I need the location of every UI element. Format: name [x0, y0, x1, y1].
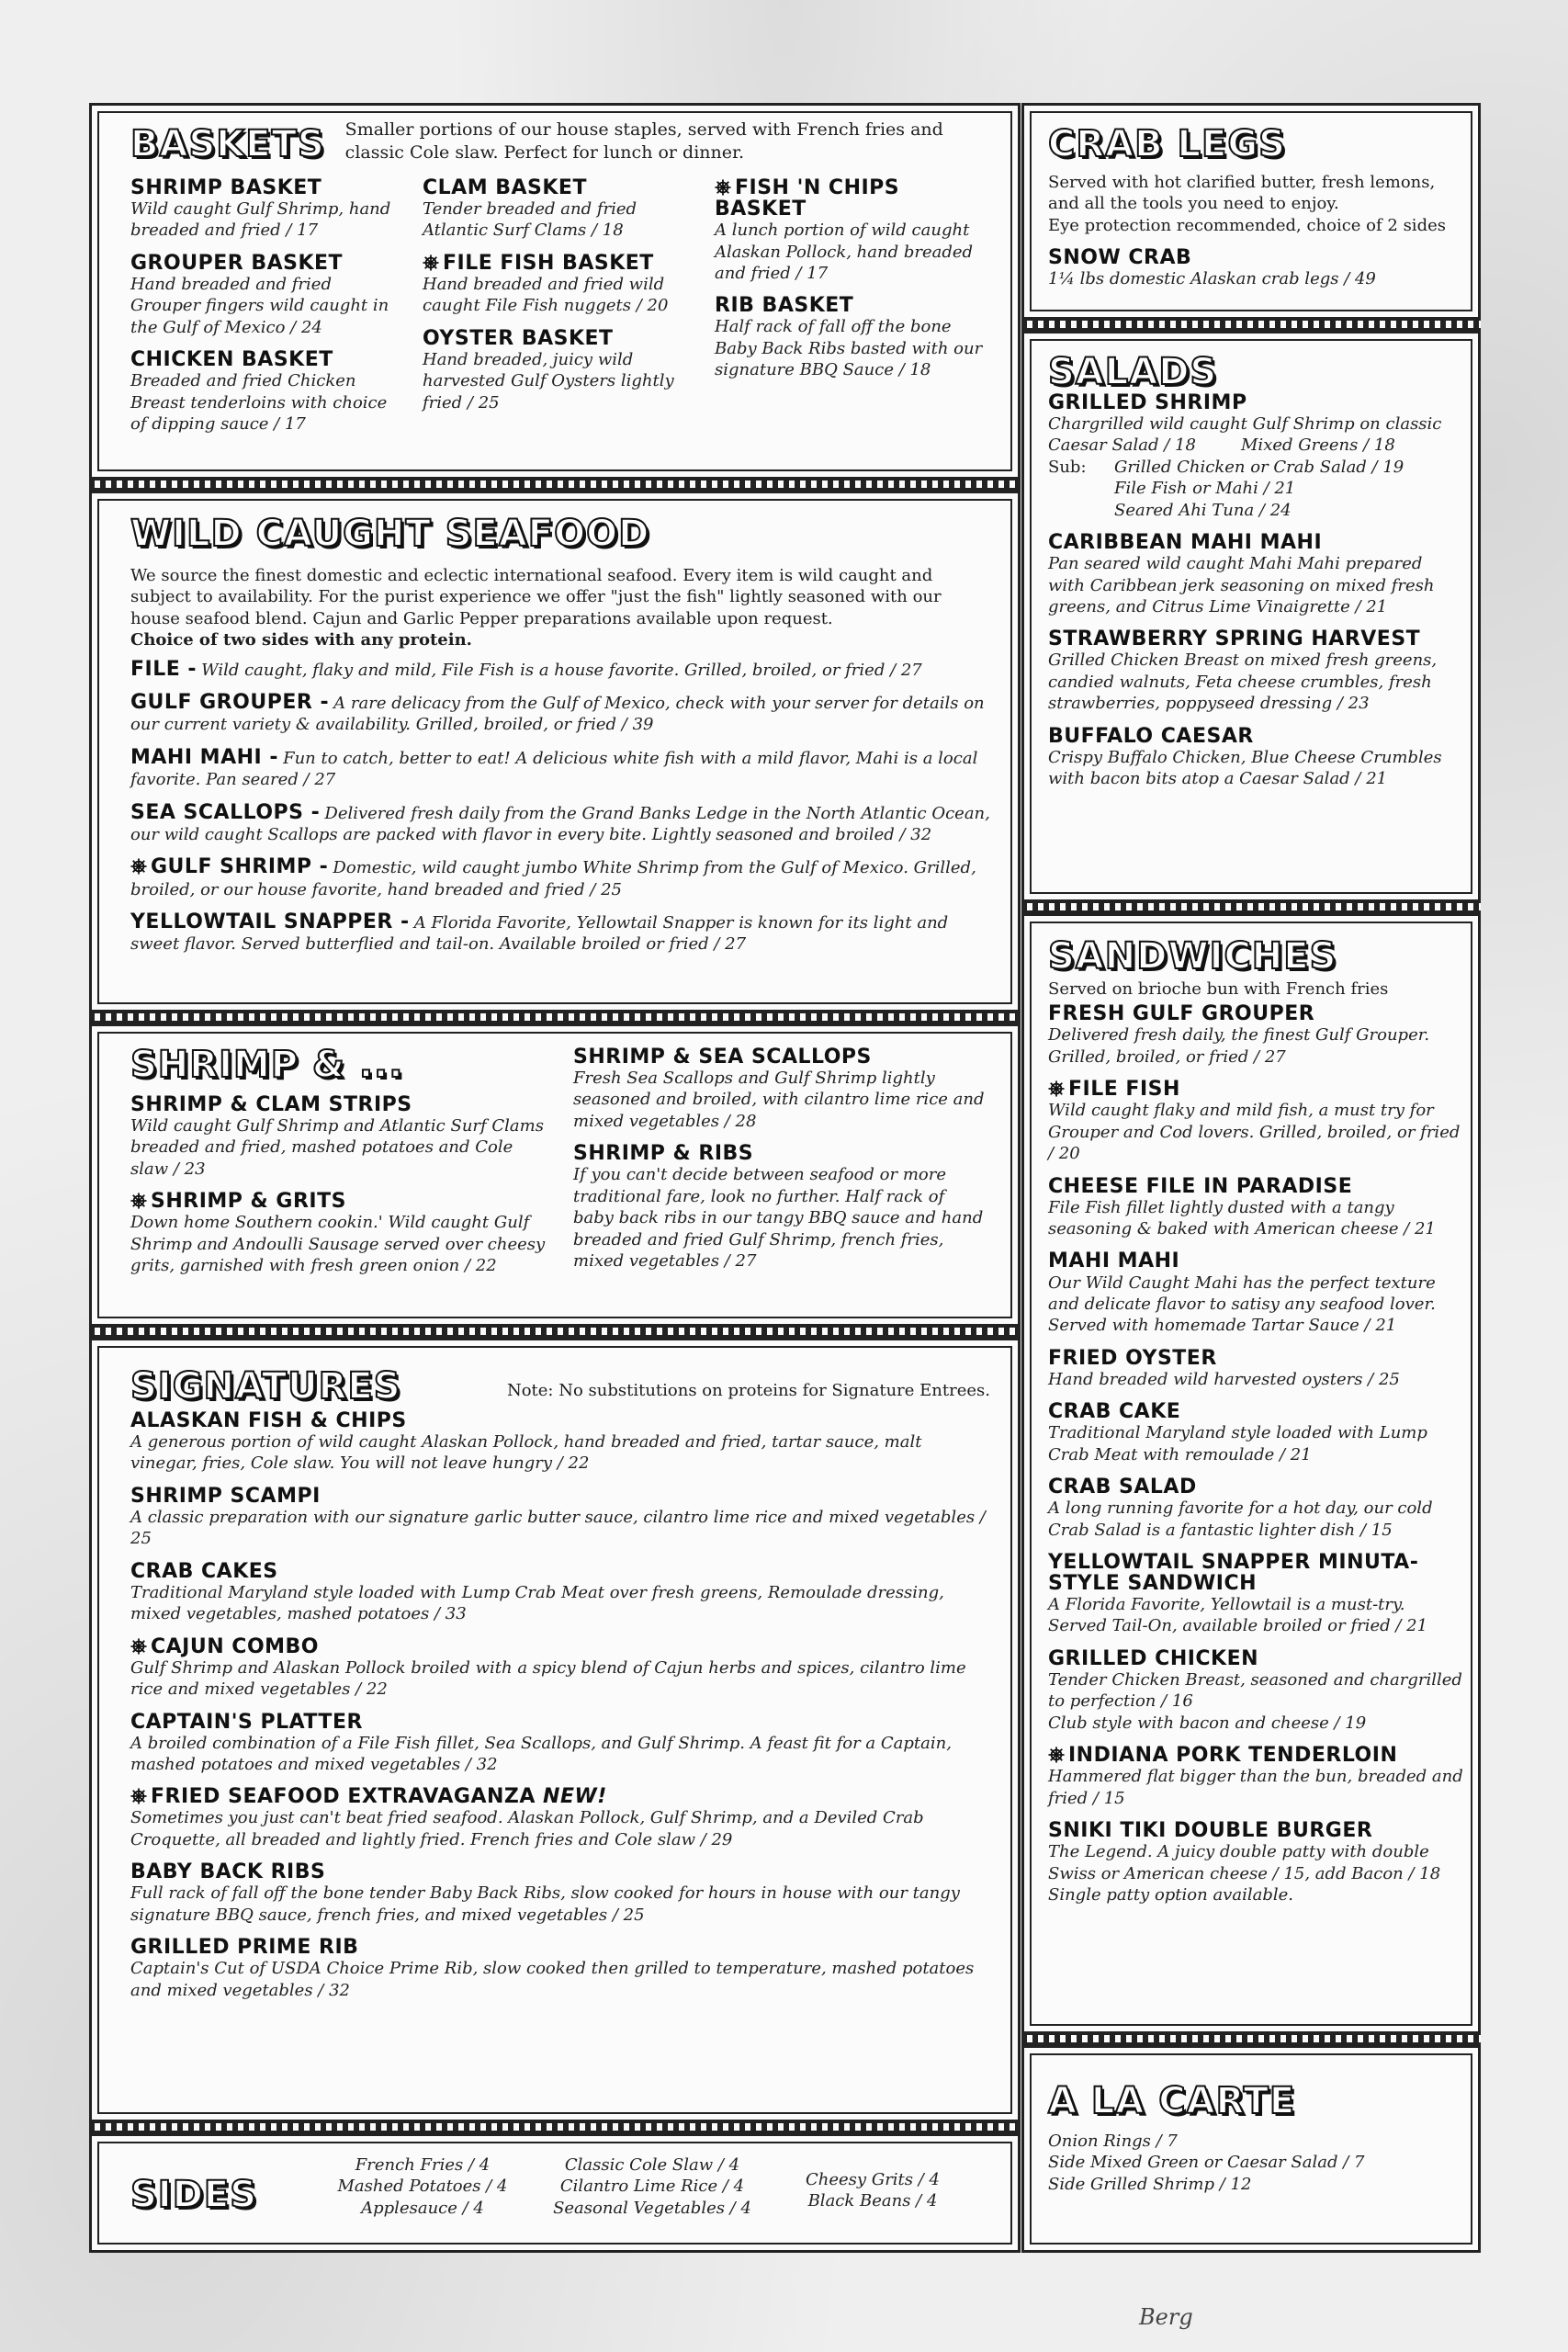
salad-option: Caesar Salad / 18: [1048, 435, 1196, 456]
crab-note: Eye protection recommended, choice of 2 sides: [1048, 215, 1446, 235]
menu-item-name: OYSTER BASKET: [423, 326, 614, 350]
menu-item-desc: Delivered fresh daily from the Grand Banks Ledge in the North Atlantic Ocean, our wild caught Scallops are packed with flavor in every bite. Lightly seasoned and broiled / 32: [130, 803, 990, 844]
menu-item-desc: Fun to catch, better to eat! A delicious white fish with a mild flavor, Mahi is a local favorite. Pan seared / 27: [130, 748, 978, 790]
ship-wheel-icon: [1048, 1080, 1065, 1097]
rope-divider: [89, 1325, 1021, 1338]
menu-item-desc: Hand breaded wild harvested oysters / 25: [1048, 1369, 1400, 1389]
menu-item-name: SHRIMP BASKET: [130, 176, 322, 199]
menu-item-desc: A generous portion of wild caught Alaskan Pollock, hand breaded and fried, tartar sauce, malt vinegar, fries, Cole slaw. You will not leave hungry / 22: [130, 1432, 922, 1474]
ship-wheel-icon: [423, 254, 439, 271]
salads-panel: [1021, 331, 1481, 902]
crab-description: Served with hot clarified butter, fresh lemons, and all the tools you need to enjoy.: [1048, 173, 1436, 214]
menu-item-name: GULF GROUPER -: [130, 690, 330, 714]
baskets-panel: [89, 103, 1021, 480]
salad-sub-option: Seared Ahi Tuna / 24: [1114, 500, 1292, 520]
menu-item-desc: Breaded and fried Chicken Breast tenderloins with choice of dipping sauce / 17: [130, 371, 388, 435]
menu-item-name: SNIKI TIKI DOUBLE BURGER: [1048, 1819, 1373, 1843]
sides-title: SIDES: [130, 2174, 258, 2216]
signatures-panel: [89, 1338, 1021, 2122]
side-item: Mashed Potatoes / 4: [337, 2177, 508, 2197]
shrimp-right-column: [573, 1046, 987, 1283]
salad-option: Mixed Greens / 18: [1241, 435, 1395, 456]
baskets-column-2: [423, 177, 689, 424]
menu-item-desc: The Legend. A juicy double patty with double Swiss or American cheese / 15, add Bacon / 18 Single patty option available.: [1048, 1842, 1441, 1905]
menu-item-desc: Traditional Maryland style loaded with Lump Crab Meat over fresh greens, Remoulade dressing, mixed vegetables, mashed potatoes / 33: [130, 1582, 944, 1624]
menu-item-name: SHRIMP & SEA SCALLOPS: [573, 1046, 872, 1069]
menu-item-desc: Pan seared wild caught Mahi Mahi prepared with Caribbean jerk seasoning on mixed fresh greens, and Citrus Lime Vinaigrette / 21: [1048, 554, 1435, 616]
menu-item-desc: Full rack of fall off the bone tender Baby Back Ribs, slow cooked for hours in house with our tangy signature BBQ sauce, french fries, and mixed vegetables / 25: [130, 1883, 960, 1925]
shrimp-title: SHRIMP & ...: [130, 1044, 404, 1086]
menu-item-name: MAHI MAHI -: [130, 745, 278, 769]
menu-item-desc: Wild caught flaky and mild fish, a must try for Grouper and Cod lovers. Grilled, broiled, or fried / 20: [1048, 1101, 1461, 1164]
menu-item-name: CHICKEN BASKET: [130, 348, 333, 372]
menu-item-desc: Wild caught Gulf Shrimp, hand breaded and fried / 17: [130, 199, 391, 241]
baskets-column-3: [715, 177, 990, 392]
ship-wheel-icon: [1048, 1747, 1065, 1763]
baskets-title: BASKETS: [130, 123, 325, 165]
menu-item-desc: Our Wild Caught Mahi has the perfect texture and delicate flavor to satisy any seafood lover. Served with homemade Tartar Sauce / 21: [1048, 1272, 1436, 1336]
salad-sub-option: File Fish or Mahi / 21: [1114, 479, 1296, 499]
baskets-subtitle: Smaller portions of our house staples, served with French fries and classic Cole slaw. Perfect for lunch or dinner.: [344, 119, 943, 163]
menu-item-desc: Hand breaded, juicy wild harvested Gulf Oysters lightly fried / 25: [423, 349, 674, 413]
ship-wheel-icon: [130, 1638, 147, 1655]
menu-item-desc: Hammered flat bigger than the bun, breaded and fried / 15: [1048, 1767, 1463, 1808]
menu-item-desc: Tender Chicken Breast, seasoned and chargrilled to perfection / 16 Club style with bacon and cheese / 19: [1048, 1669, 1462, 1733]
menu-item-name: SNOW CRAB: [1048, 246, 1192, 270]
menu-item-name: GRILLED SHRIMP: [1048, 391, 1247, 414]
menu-item-desc: Down home Southern cookin.' Wild caught Gulf Shrimp and Andoulli Sausage served over cheesy grits, garnished with fresh green onion / 22: [130, 1213, 546, 1276]
map-label: Berg: [1139, 2304, 1193, 2330]
shrimp-panel: [89, 1023, 1021, 1327]
rope-divider: [89, 478, 1021, 491]
menu-item-desc: Gulf Shrimp and Alaskan Pollock broiled with a spicy blend of Cajun herbs and spices, cilantro lime rice and mixed vegetables / 22: [130, 1657, 966, 1700]
menu-item-desc: Hand breaded and fried Grouper fingers wild caught in the Gulf of Mexico / 24: [130, 274, 389, 337]
side-item: Cheesy Grits / 4: [806, 2170, 940, 2189]
menu-item-name: STRAWBERRY SPRING HARVEST: [1048, 628, 1421, 651]
crab-title: CRAB LEGS: [1048, 123, 1286, 165]
menu-item-name: FILE FISH BASKET: [443, 251, 654, 275]
sides-column-1: [321, 2154, 524, 2219]
side-item: Classic Cole Slaw / 4: [564, 2155, 740, 2175]
menu-item-desc: Domestic, wild caught jumbo White Shrimp from the Gulf of Mexico. Grilled, broiled, or our house favorite, hand breaded and fried / 25: [130, 858, 976, 899]
menu-item-desc: Tender breaded and fried Atlantic Surf Clams / 18: [423, 199, 637, 241]
menu-item-name: CRAB CAKES: [130, 1559, 278, 1583]
sandwiches-title: SANDWICHES: [1048, 935, 1337, 978]
menu-item-desc: Chargrilled wild caught Gulf Shrimp on classic: [1048, 414, 1442, 435]
a-la-carte-item: Onion Rings / 7: [1048, 2132, 1178, 2151]
a-la-carte-item: Side Mixed Green or Caesar Salad / 7: [1048, 2153, 1365, 2173]
menu-item-name: CLAM BASKET: [423, 176, 587, 199]
menu-item-name: CAJUN COMBO: [151, 1634, 320, 1658]
seafood-panel: [89, 491, 1021, 1012]
menu-item-desc: Wild caught, flaky and mild, File Fish is a house favorite. Grilled, broiled, or fried / 27: [201, 660, 922, 680]
menu-item-name: CRAB CAKE: [1048, 1400, 1181, 1424]
menu-item-desc: Grilled Chicken Breast on mixed fresh greens, candied walnuts, Feta cheese crumbles, fresh strawberries, poppyseed dressing / 23: [1048, 650, 1438, 714]
menu-item-desc: Traditional Maryland style loaded with Lump Crab Meat with remoulade / 21: [1048, 1423, 1427, 1464]
menu-item-name: FILE -: [130, 657, 197, 681]
sub-label: Sub:: [1048, 457, 1087, 477]
menu-item-desc: Hand breaded and fried wild caught File Fish nuggets / 20: [423, 274, 669, 316]
menu-item-desc: A Florida Favorite, Yellowtail is a must-try. Served Tail-On, available broiled or fried / 21: [1048, 1595, 1428, 1636]
menu-item-name: CHEESE FILE IN PARADISE: [1048, 1174, 1353, 1198]
side-item: Black Beans / 4: [807, 2191, 938, 2211]
a-la-carte-title: A LA CARTE: [1048, 2080, 1296, 2122]
a-la-carte-item: Side Grilled Shrimp / 12: [1048, 2174, 1252, 2194]
salads-title: SALADS: [1048, 351, 1218, 393]
side-item: Cilantro Lime Rice / 4: [559, 2177, 745, 2197]
menu-item-name: CARIBBEAN MAHI MAHI: [1048, 531, 1323, 555]
rope-divider: [89, 2120, 1021, 2133]
a-la-carte-panel: [1021, 2045, 1481, 2253]
menu-item-name: SHRIMP SCAMPI: [130, 1484, 321, 1508]
menu-item-name: CRAB SALAD: [1048, 1476, 1197, 1499]
menu-item-name: BUFFALO CAESAR: [1048, 724, 1254, 748]
menu-item-desc: A broiled combination of a File Fish fillet, Sea Scallops, and Gulf Shrimp. A feast fit for a Captain, mashed potatoes and mixed vegetables / 32: [130, 1733, 952, 1774]
rope-divider: [89, 1011, 1021, 1023]
menu-item-desc: A Florida Favorite, Yellowtail Snapper is known for its light and sweet flavor. Served butterflied and tail-on. Available broiled or fried / 27: [130, 913, 949, 955]
sides-column-3: [781, 2169, 964, 2212]
menu-item-desc: Sometimes you just can't beat fried seafood. Alaskan Pollock, Gulf Shrimp, and a Deviled Crab Croquette, all breaded and lightly fried. French fries and Cole slaw / 29: [130, 1808, 924, 1849]
sides-column-2: [537, 2154, 767, 2219]
menu-item-name: GRILLED CHICKEN: [1048, 1646, 1259, 1670]
menu-item-name: FILE FISH: [1068, 1078, 1180, 1102]
seafood-intro: We source the finest domestic and eclectic international seafood. Every item is wild caught and subject to availability. For the purist experience we offer "just the fish" lightly seasoned with our house seafood blend. Cajun and Garlic Pepper preparations available upon request.: [130, 566, 942, 628]
menu-item-name: YELLOWTAIL SNAPPER MINUTA-STYLE SANDWICH: [1048, 1550, 1419, 1595]
menu-item-name: SEA SCALLOPS -: [130, 800, 321, 824]
sandwiches-subtitle: Served on brioche bun with French fries: [1048, 979, 1389, 999]
salad-sub-option: Grilled Chicken or Crab Salad / 19: [1114, 457, 1404, 477]
menu-item-desc: Fresh Sea Scallops and Gulf Shrimp lightly seasoned and broiled, with cilantro lime rice and mixed vegetables / 28: [573, 1069, 985, 1131]
menu-item-name: GRILLED PRIME RIB: [130, 1936, 359, 1960]
menu-item-desc: If you can't decide between seafood or more traditional fare, look no further. Half rack of baby back ribs in our tangy BBQ sauce and hand breaded and fried Gulf Shrimp, french fries, mixed vegetables / 27: [573, 1165, 984, 1271]
menu-item-name: SHRIMP & CLAM STRIPS: [130, 1093, 412, 1116]
ship-wheel-icon: [130, 1788, 147, 1804]
ship-wheel-icon: [715, 179, 731, 196]
seafood-title: WILD CAUGHT SEAFOOD: [130, 513, 650, 555]
sides-panel: [89, 2133, 1021, 2253]
menu-item-desc: Captain's Cut of USDA Choice Prime Rib, slow cooked then grilled to temperature, mashed potatoes and mixed vegetables / 32: [130, 1959, 975, 2000]
new-badge: NEW!: [543, 1785, 607, 1809]
menu-item-name: GULF SHRIMP -: [151, 855, 329, 879]
rope-divider: [1021, 2032, 1481, 2045]
menu-item-name: FISH 'N CHIPS BASKET: [715, 176, 900, 221]
menu-item-name: INDIANA PORK TENDERLOIN: [1068, 1744, 1398, 1768]
menu-item-desc: Crispy Buffalo Chicken, Blue Cheese Crumbles with bacon bits atop a Caesar Salad / 21: [1048, 747, 1442, 789]
side-item: Applesauce / 4: [361, 2198, 484, 2218]
menu-item-desc: 1¼ lbs domestic Alaskan crab legs / 49: [1048, 269, 1376, 289]
menu-item-desc: A long running favorite for a hot day, our cold Crab Salad is a fantastic lighter dish / 15: [1048, 1498, 1433, 1540]
menu-item-desc: A lunch portion of wild caught Alaskan Pollock, hand breaded and fried / 17: [715, 220, 974, 283]
menu-item-desc: Wild caught Gulf Shrimp and Atlantic Surf Clams breaded and fried, mashed potatoes and Cole slaw / 23: [130, 1116, 544, 1179]
sandwiches-panel: [1021, 913, 1481, 2034]
signatures-note: Note: No substitutions on proteins for Signature Entrees.: [506, 1380, 990, 1400]
menu-item-name: BABY BACK RIBS: [130, 1860, 326, 1884]
menu-item-name: SHRIMP & RIBS: [573, 1142, 754, 1166]
baskets-column-1: [130, 177, 406, 446]
menu-item-desc: A classic preparation with our signature garlic butter sauce, cilantro lime rice and mixed vegetables / 25: [130, 1507, 986, 1549]
menu-item-name: YELLOWTAIL SNAPPER -: [130, 910, 410, 934]
signatures-title: SIGNATURES: [130, 1365, 401, 1408]
menu-item-desc: Delivered fresh daily, the finest Gulf Grouper. Grilled, broiled, or fried / 27: [1048, 1025, 1430, 1067]
menu-item-name: RIB BASKET: [715, 294, 854, 318]
shrimp-left-column: [130, 1046, 553, 1288]
menu-item-desc: A rare delicacy from the Gulf of Mexico, check with your server for details on our current variety & availability. Grilled, broiled, or fried / 39: [130, 693, 985, 735]
rope-divider: [1021, 900, 1481, 913]
menu-item-name: MAHI MAHI: [1048, 1250, 1180, 1273]
rope-divider: [1021, 318, 1481, 331]
menu-item-name: ALASKAN FISH & CHIPS: [130, 1409, 407, 1432]
menu-item-name: FRIED SEAFOOD EXTRAVAGANZA: [151, 1785, 536, 1809]
menu-item-desc: Half rack of fall off the bone Baby Back Ribs basted with our signature BBQ Sauce / 18: [715, 317, 983, 380]
side-item: French Fries / 4: [355, 2155, 491, 2175]
menu-item-name: SHRIMP & GRITS: [151, 1190, 346, 1214]
menu-item-name: FRIED OYSTER: [1048, 1346, 1217, 1370]
crab-legs-panel: [1021, 103, 1481, 320]
menu-item-desc: File Fish fillet lightly dusted with a tangy seasoning & baked with American cheese / 21: [1048, 1197, 1436, 1239]
ship-wheel-icon: [130, 1193, 147, 1209]
menu-item-name: GROUPER BASKET: [130, 251, 344, 275]
seafood-note: Choice of two sides with any protein.: [130, 630, 472, 650]
menu-item-name: CAPTAIN'S PLATTER: [130, 1710, 363, 1734]
ship-wheel-icon: [130, 858, 147, 875]
side-item: Seasonal Vegetables / 4: [553, 2198, 751, 2218]
menu-item-name: FRESH GULF GROUPER: [1048, 1002, 1315, 1026]
